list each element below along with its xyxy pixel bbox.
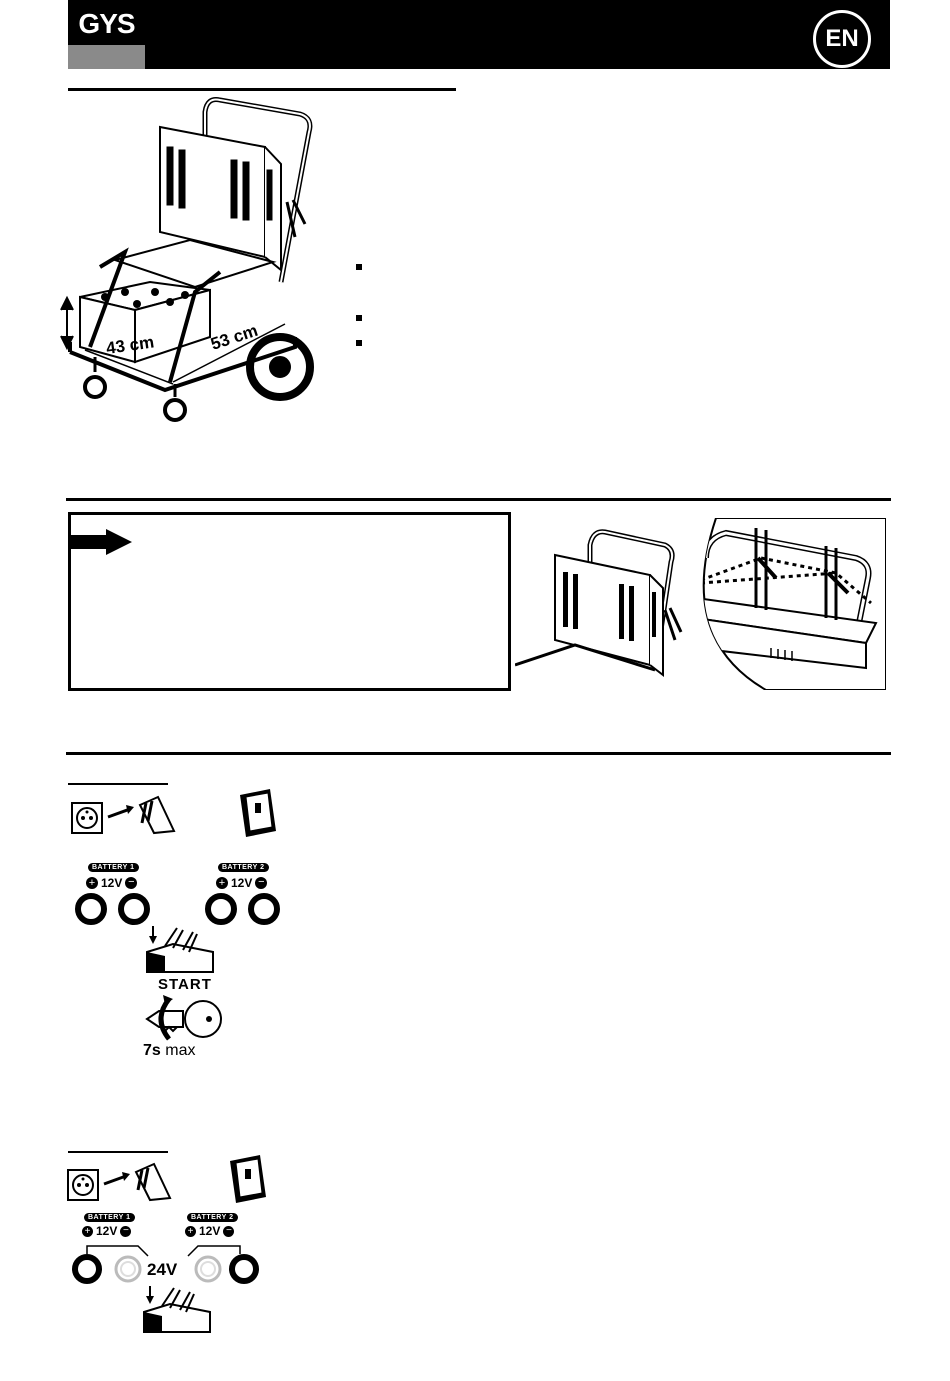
time-limit-label: 7s max [143, 1042, 196, 1059]
plus-icon: + [82, 1226, 93, 1237]
battery-2-terminals [204, 892, 284, 926]
battery-1-voltage: + 12V − [86, 876, 137, 890]
bracket-detail-illustration [686, 518, 886, 690]
bullet-marker [356, 264, 362, 270]
depth-label: 53 cm [208, 320, 261, 354]
clamps-on-battery-icon [143, 922, 218, 974]
power-switch-icon [238, 787, 278, 839]
section-rule [66, 498, 891, 501]
gys-logo: GYS [78, 8, 135, 39]
width-label: 43 cm [104, 332, 156, 358]
clamps-on-battery-icon [140, 1282, 215, 1334]
section-rule [68, 88, 456, 91]
battery-2-label: BATTERY 2 [218, 856, 269, 874]
plus-icon: + [216, 877, 228, 889]
bullet-marker [356, 340, 362, 346]
plug-into-socket-icon [70, 795, 185, 840]
power-switch-icon [228, 1153, 268, 1205]
cart-illustration [55, 92, 325, 432]
section-rule [66, 752, 891, 755]
notice-box [68, 512, 511, 691]
battery-2-label: BATTERY 2 [187, 1206, 238, 1224]
logo-underline [68, 45, 145, 69]
battery-1-terminals [74, 892, 154, 926]
battery-2-voltage: + 12V − [216, 876, 267, 890]
header-bar [68, 0, 890, 69]
key-turn-icon [143, 995, 225, 1043]
plus-icon: + [86, 877, 98, 889]
minus-icon: − [223, 1226, 234, 1237]
bullet-marker [356, 315, 362, 321]
battery-1-label: BATTERY 1 [88, 856, 139, 874]
battery-1-voltage: + 12V − [82, 1224, 131, 1238]
battery-2-voltage: + 12V − [185, 1224, 234, 1238]
combined-voltage-label: 24V [147, 1260, 178, 1279]
arrow-right-icon [70, 529, 132, 555]
start-label: START [158, 976, 212, 993]
plus-icon: + [185, 1226, 196, 1237]
minus-icon: − [255, 877, 267, 889]
language-badge: EN [813, 10, 871, 68]
plug-into-socket-icon [66, 1162, 181, 1207]
subsection-rule [68, 1151, 168, 1153]
minus-icon: − [125, 877, 137, 889]
battery-1-label: BATTERY 1 [84, 1206, 135, 1224]
minus-icon: − [120, 1226, 131, 1237]
subsection-rule [68, 783, 168, 785]
panel-mount-illustration [515, 520, 710, 680]
